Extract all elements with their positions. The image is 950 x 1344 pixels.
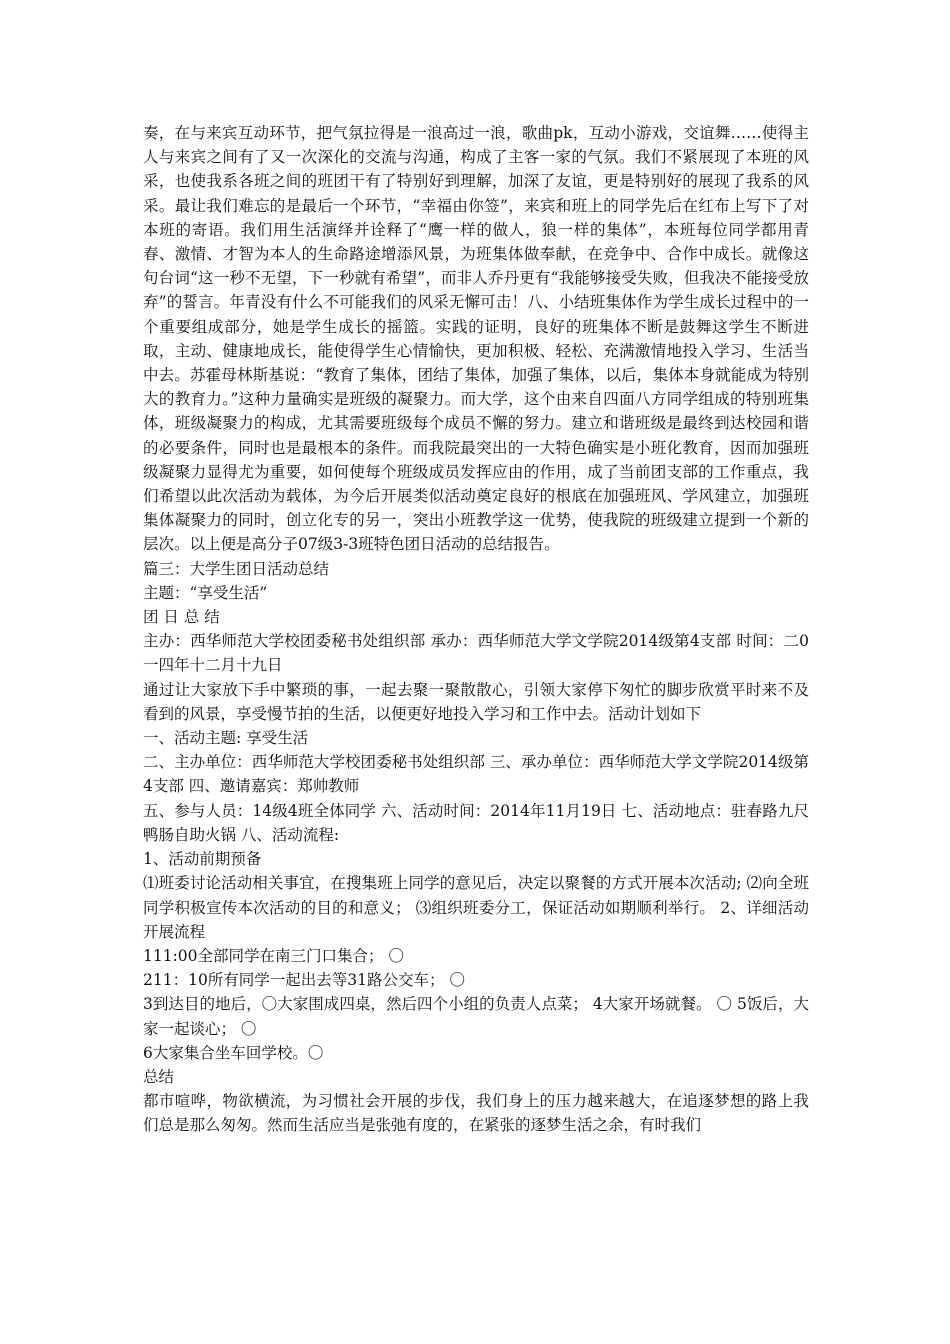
summary-title: 团 日 总 结 — [143, 608, 220, 627]
conclusion-paragraph: 都市喧哗，物欲横流，为习惯社会开展的步伐，我们身上的压力越来越大，在追逐梦想的路上我们总是那么匆匆。然而生活应当是张弛有度的，在紧张的逐梦生活之余，有时我们 — [143, 1092, 809, 1135]
conclusion-heading: 总结 — [143, 1067, 175, 1086]
organizer-units-line: 二、主办单位：西华师范大学校团委秘书处组织部 三、承办单位：西华师范大学文学院2014级第4支部 四、邀请嘉宾：郑帅教师 — [143, 753, 809, 796]
organizer-line: 主办：西华师范大学校团委秘书处组织部 承办：西华师范大学文学院2014级第4支部 时间：二0一四年十二月十九日 — [143, 632, 809, 675]
intro-paragraph: 通过让大家放下手中繁琐的事，一起去聚一聚散散心，引领大家停下匆忙的脚步欣赏平时来不及看到的风景，享受慢节拍的生活，以便更好地投入学习和工作中去。活动计划如下 — [143, 680, 809, 723]
flow-step-6: 6大家集合坐车回学校。〇 — [143, 1043, 324, 1062]
flow-step-2: 211：10所有同学一起出去等31路公交车； 〇 — [143, 971, 465, 990]
flow-step-1: 111:00全部同学在南三门口集合； 〇 — [143, 946, 404, 965]
flow-step-3-5: 3到达目的地后，〇大家围成四桌，然后四个小组的负责人点菜； 4大家开场就餐。 〇 5饭后，大家一起谈心； 〇 — [143, 995, 809, 1038]
paragraph-summary-report: 奏，在与来宾互动环节，把气氛拉得是一浪高过一浪，歌曲pk，互动小游戏，交谊舞……使得主人与来宾之间有了又一次深化的交流与沟通，构成了主客一家的气氛。我们不紧展现了本班的风采，也使我系各班之间的班团干有了特别好到理解，加深了友谊，更是特别好的展现了我系的风采。最让我们难忘的是最后一个环节，“幸福由你签”，来宾和班上的同学先后在红布上写下了对本班的寄语。我们用生活演绎并诠释了“鹰一样的做人，狼一样的集体”，本班每位同学都用青春、激情、才智为本人的生命路途增添风景，为班集体做奉献，在竞争中、合作中成长。就像这句台词“这一秒不无望，下一秒就有希望”，而非人乔丹更有“我能够接受失败，但我决不能接受放弃”的誓言。年青没有什么不可能我们的风采无懈可击！八、小结班集体作为学生成长过程中的一个重要组成部分，她是学生成长的摇篮。实践的证明，良好的班集体不断是鼓舞这学生不断进取，主动、健康地成长，能使得学生心情愉快，更加积极、轻松、充满激情地投入学习、生活当中去。苏霍母林斯基说：“教育了集体，团结了集体，加强了集体，以后，集体本身就能成为特别大的教育力。”这种力量确实是班级的凝聚力。而大学，这个由来自四面八方同学组成的特别班集体，班级凝聚力的构成，尤其需要班级每个成员不懈的努力。建立和谐班级是最终到达校园和谐的必要条件，同时也是最根本的条件。而我院最突出的一大特色确实是小班化教育，因而加强班级凝聚力显得尤为重要，如何使每个班级成员发挥应由的作用，成了当前团支部的工作重点，我们希望以此次活动为载体，为今后开展类似活动奠定良好的根底在加强班风、学风建立，加强班集体凝聚力的同时，创立化专的另一，突出小班教学这一优势，使我院的班级建立提到一个新的层次。以上便是高分子07级3-3班特色团日活动的总结报告。 — [143, 124, 809, 554]
activity-theme-line: 一、活动主题: 享受生活 — [143, 729, 309, 748]
section-heading: 篇三：大学生团日活动总结 — [143, 559, 330, 578]
participants-line: 五、参与人员：14级4班全体同学 六、活动时间：2014年11月19日 七、活动地点：驻春路九尺鸭肠自助火锅 八、活动流程: — [143, 801, 809, 844]
preparation-steps: ⑴班委讨论活动相关事宜，在搜集班上同学的意见后，决定以聚餐的方式开展本次活动; ⑵向全班同学积极宣传本次活动的目的和意义； ⑶组织班委分工，保证活动如期顺利举行。 2、详细活动开展流程 — [143, 874, 809, 941]
preparation-heading: 1、活动前期预备 — [143, 850, 262, 869]
document-page — [143, 121, 809, 1138]
theme-line: 主题：“享受生活” — [143, 583, 268, 602]
